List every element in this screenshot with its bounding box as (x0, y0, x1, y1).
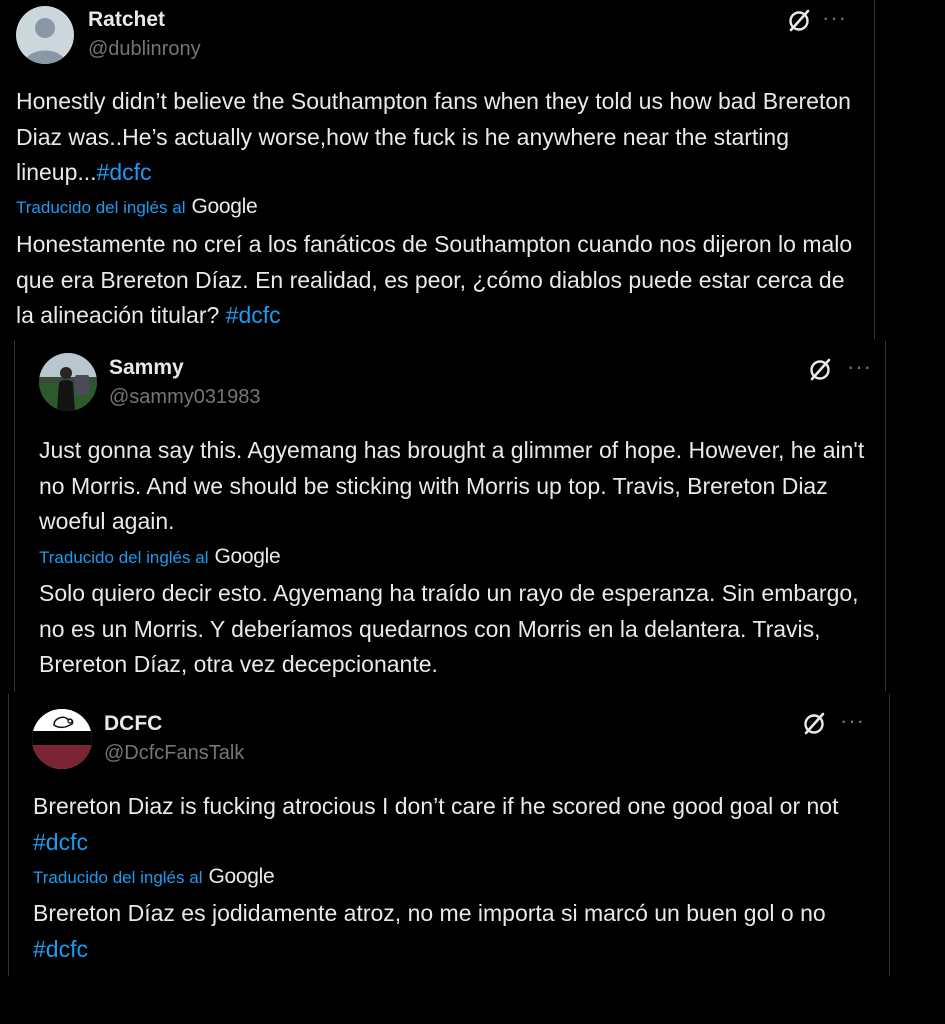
default-avatar-icon (16, 6, 74, 64)
user-photo-icon (39, 353, 97, 411)
hashtag-link[interactable]: #dcfc (33, 828, 88, 855)
translated-label: Traducido del inglés al (39, 548, 209, 567)
translated-by[interactable] (33, 865, 274, 889)
tweet-body: Brereton Diaz is fucking atrocious I don’t care if he scored one good goal or not (33, 793, 839, 819)
more-dots-icon[interactable]: ··· (840, 708, 865, 733)
grok-slash-circle-icon[interactable] (801, 711, 827, 737)
display-name[interactable]: Ratchet (88, 8, 166, 31)
user-handle[interactable]: @DcfcFansTalk (104, 742, 245, 764)
avatar[interactable] (16, 6, 74, 64)
display-name[interactable]: Sammy (109, 356, 184, 379)
google-logo: Google (191, 195, 258, 218)
hashtag-link[interactable]: #dcfc (33, 935, 88, 962)
grok-slash-circle-icon[interactable] (786, 8, 812, 34)
translation-text (33, 896, 878, 967)
hashtag-link[interactable]: #dcfc (225, 302, 281, 328)
grok-slash-circle-icon[interactable] (807, 357, 833, 383)
avatar[interactable] (39, 353, 97, 411)
tweet-text (33, 789, 878, 860)
tweet-dcfc[interactable] (8, 694, 890, 976)
display-name[interactable]: DCFC (104, 712, 163, 735)
user-handle[interactable]: @dublinrony (88, 38, 201, 60)
tweet-text: Just gonna say this. Agyemang has brought a glimmer of hope. However, he ain't no Morris. And we should be sticking with Morris up top. Travis, Brereton Diaz woeful again. (39, 437, 865, 534)
translated-by[interactable] (16, 195, 257, 219)
user-handle[interactable]: @sammy031983 (109, 386, 261, 408)
google-logo: Google (214, 545, 281, 568)
tweet-text (16, 84, 861, 191)
avatar[interactable] (32, 709, 92, 769)
hashtag-link[interactable]: #dcfc (96, 159, 152, 185)
tweet-body: Honestly didn’t believe the Southampton fans when they told us how bad Brereton Diaz was..He’s actually worse,how the fuck is he anywhere near the starting lineup... (16, 88, 851, 185)
more-dots-icon[interactable]: ··· (822, 5, 847, 30)
translated-label: Traducido del inglés al (33, 868, 203, 887)
translated-label: Traducido del inglés al (16, 198, 186, 217)
translation-body: Honestamente no creí a los fanáticos de Southampton cuando nos dijeron lo malo que era Brereton Díaz. En realidad, es peor, ¿cómo diablos puede estar cerca de la alineación titular? (16, 231, 853, 328)
tweet-sammy[interactable] (14, 340, 886, 692)
google-logo: Google (208, 865, 275, 888)
translation-text: Solo quiero decir esto. Agyemang ha traído un rayo de esperanza. Sin embargo, no es un Morris. Y deberíamos quedarnos con Morris en la delantera. Travis, Brereton Díaz, otra vez decepcionante. (39, 580, 859, 677)
tweet-ratchet[interactable] (0, 0, 875, 340)
translated-by[interactable] (39, 545, 280, 569)
translation-text (16, 227, 861, 334)
more-dots-icon[interactable]: ··· (847, 354, 872, 379)
translation-body: Brereton Díaz es jodidamente atroz, no me importa si marcó un buen gol o no (33, 900, 826, 926)
dcfc-ram-logo-icon (32, 709, 92, 769)
